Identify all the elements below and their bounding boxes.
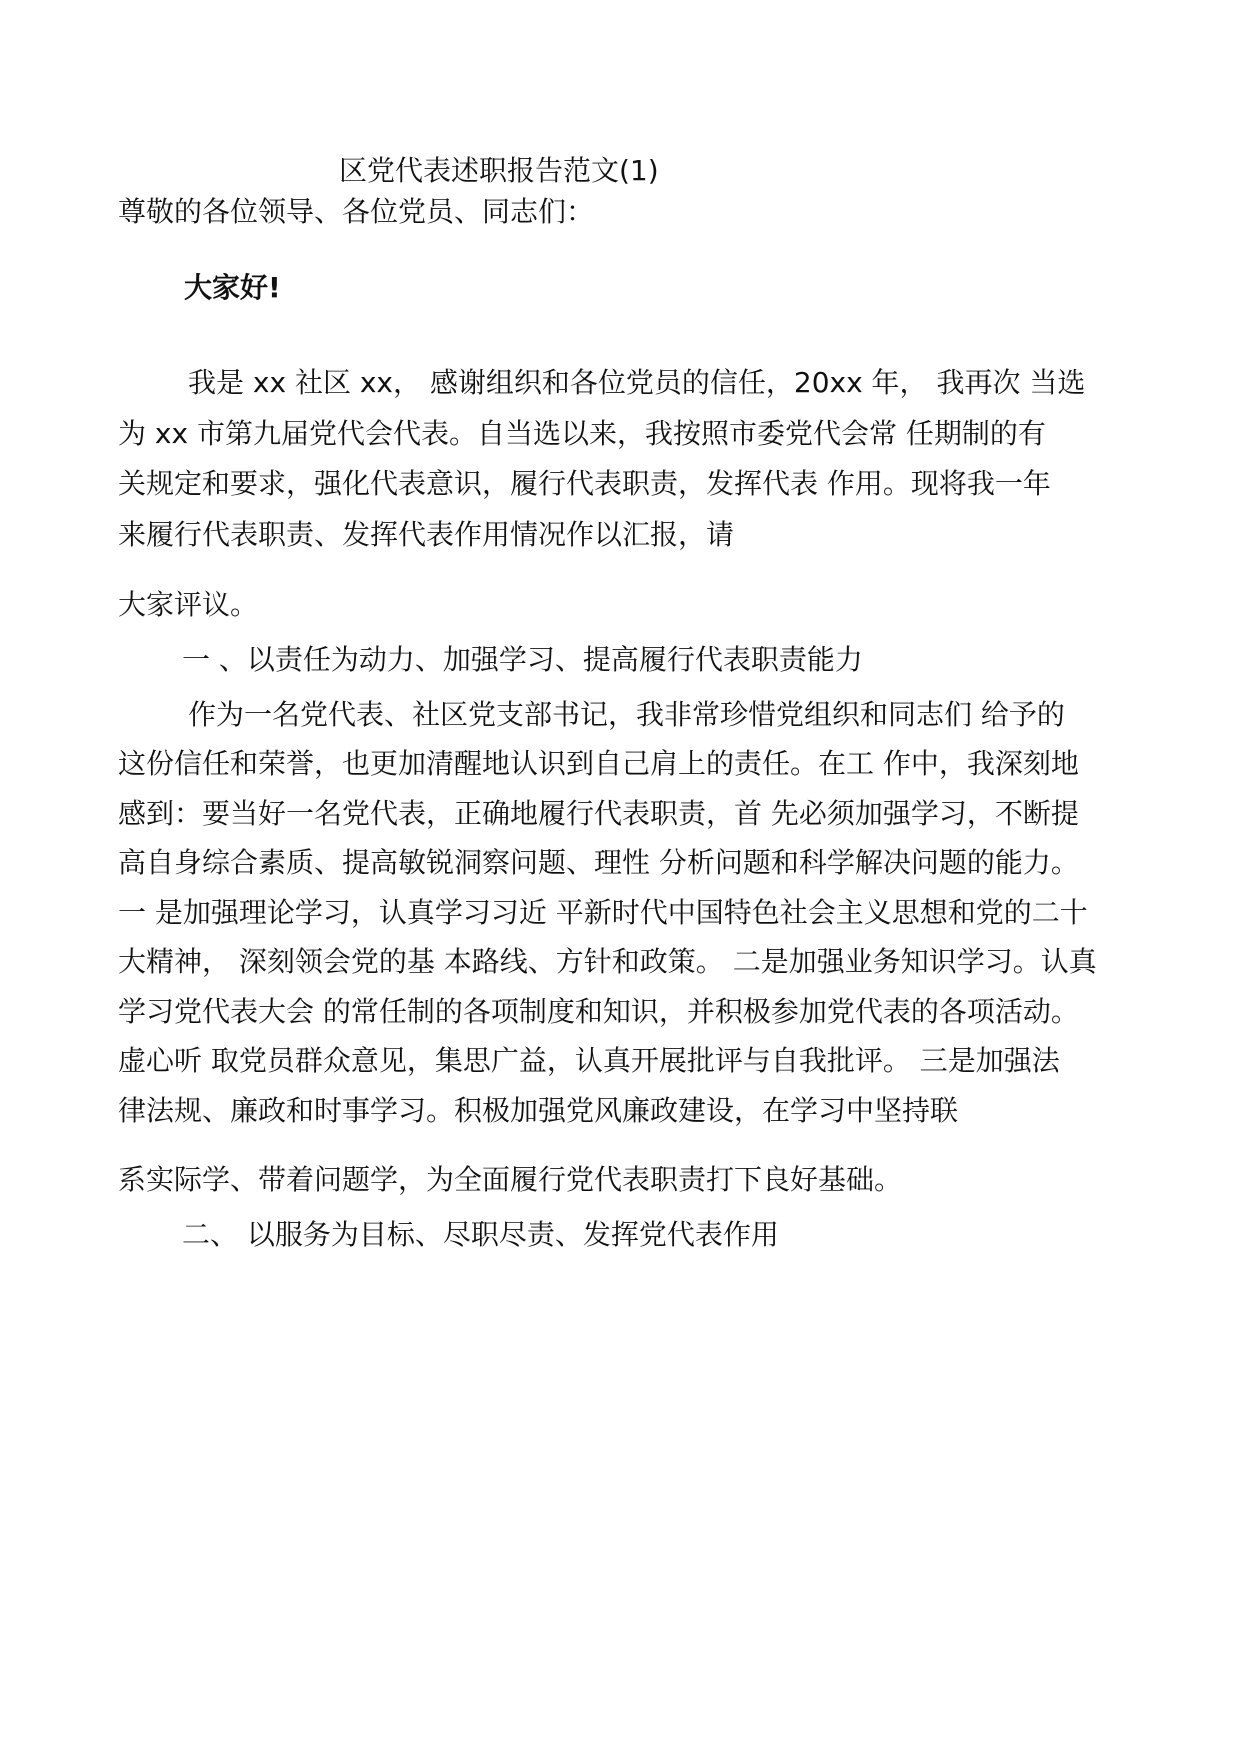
section-1-line-5: 一 是加强理论学习，认真学习习近 平新时代中国特色社会主义思想和党的二十 xyxy=(118,896,1088,929)
intro-line-2: 为 xx 市第九届党代会代表。自当选以来，我按照市委党代会常 任期制的有 xyxy=(118,417,1046,450)
greeting: 大家好! xyxy=(184,271,281,304)
intro-line-1: 我是 xx 社区 xx， 感谢组织和各位党员的信任，20xx 年， 我再次 当选 xyxy=(188,366,1086,399)
section-1-line-8: 虚心听 取党员群众意见，集思广益，认真开展批评与自我批评。 三是加强法 xyxy=(118,1044,1060,1077)
section-1-line-2: 这份信任和荣誉，也更加清醒地认识到自己肩上的责任。在工 作中，我深刻地 xyxy=(118,747,1079,780)
section-1-line-3: 感到：要当好一名党代表，正确地履行代表职责，首 先必须加强学习，不断提 xyxy=(118,797,1079,830)
section-2-heading: 二、 以服务为目标、尽职尽责、发挥党代表作用 xyxy=(182,1218,779,1251)
section-1-line-10: 系实际学、带着问题学，为全面履行党代表职责打下良好基础。 xyxy=(118,1163,903,1196)
salutation: 尊敬的各位领导、各位党员、同志们： xyxy=(118,195,595,228)
intro-line-3: 关规定和要求，强化代表意识，履行代表职责，发挥代表 作用。现将我一年 xyxy=(118,467,1051,500)
section-1-line-1: 作为一名党代表、社区党支部书记，我非常珍惜党组织和同志们 给予的 xyxy=(188,698,1065,731)
section-1-line-4: 高自身综合素质、提高敏锐洞察问题、理性 分析问题和科学解决问题的能力。 xyxy=(118,846,1079,879)
intro-line-4: 来履行代表职责、发挥代表作用情况作以汇报，请 xyxy=(118,518,735,551)
document-title: 区党代表述职报告范文(1) xyxy=(339,154,659,187)
section-1-line-6: 大精神， 深刻领会党的基 本路线、方针和政策。 二是加强业务知识学习。认真 xyxy=(118,945,1097,978)
section-1-line-7: 学习党代表大会 的常任制的各项制度和知识，并积极参加党代表的各项活动。 xyxy=(118,995,1079,1028)
section-1-line-9: 律法规、廉政和时事学习。积极加强党风廉政建设，在学习中坚持联 xyxy=(118,1094,959,1127)
intro-line-5: 大家评议。 xyxy=(118,588,259,621)
section-1-heading: 一 、以责任为动力、加强学习、提高履行代表职责能力 xyxy=(182,643,863,676)
